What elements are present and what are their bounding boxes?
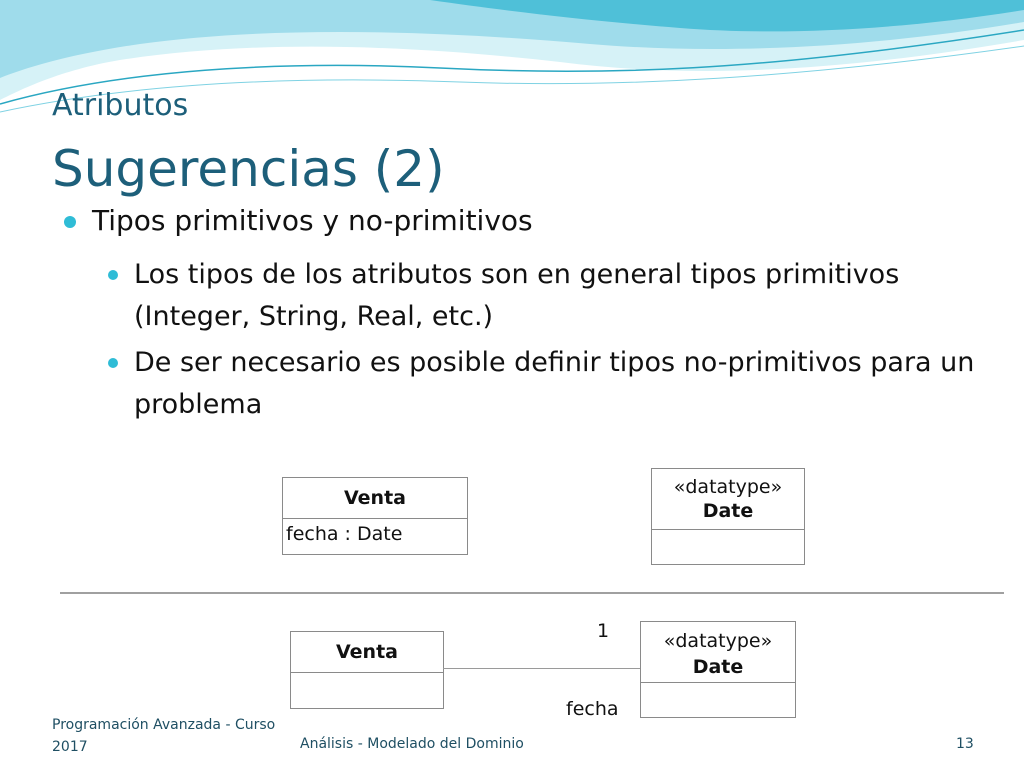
page-number: 13 [956,736,974,752]
class-attribute: fecha : Date [286,523,403,545]
association-line [443,668,641,669]
bullet-level1 [64,204,533,237]
slide-title: Sugerencias (2) [52,140,445,198]
bullet-level2 [108,254,1008,338]
association-multiplicity: 1 [597,620,610,642]
footer-course [52,714,275,758]
diagram-divider [60,592,1004,594]
bullet-dot-icon [64,216,76,228]
uml-class-venta-top [282,477,468,555]
stereotype-label: «datatype» [663,630,773,652]
footer-center: Análisis - Modelado del Dominio [300,736,524,752]
bullet-text: Tipos primitivos y no-primitivos [92,204,533,237]
bullet-text: Los tipos de los atributos son en general tipos primitivos (Integer, String, Real, etc.) [134,259,900,332]
uml-class-venta-bottom [290,631,444,709]
footer-course-line2: 2017 [52,739,88,755]
class-name: Date [702,500,754,522]
stereotype-label: «datatype» [673,476,783,498]
class-name: Venta [336,641,398,663]
footer-course-line1: Programación Avanzada - Curso [52,717,276,733]
bullet-dot-icon [108,358,118,368]
class-name: Date [692,656,744,678]
slide-subtitle: Atributos [52,88,189,123]
uml-datatype-date-bottom [640,621,796,718]
class-name: Venta [344,487,406,509]
bullet-text: De ser necesario es posible definir tipos no-primitivos para un problema [134,347,975,420]
bullet-dot-icon [108,270,118,280]
association-role: fecha [566,698,619,720]
bullet-level2 [108,342,1008,426]
uml-datatype-date-top [651,468,805,565]
